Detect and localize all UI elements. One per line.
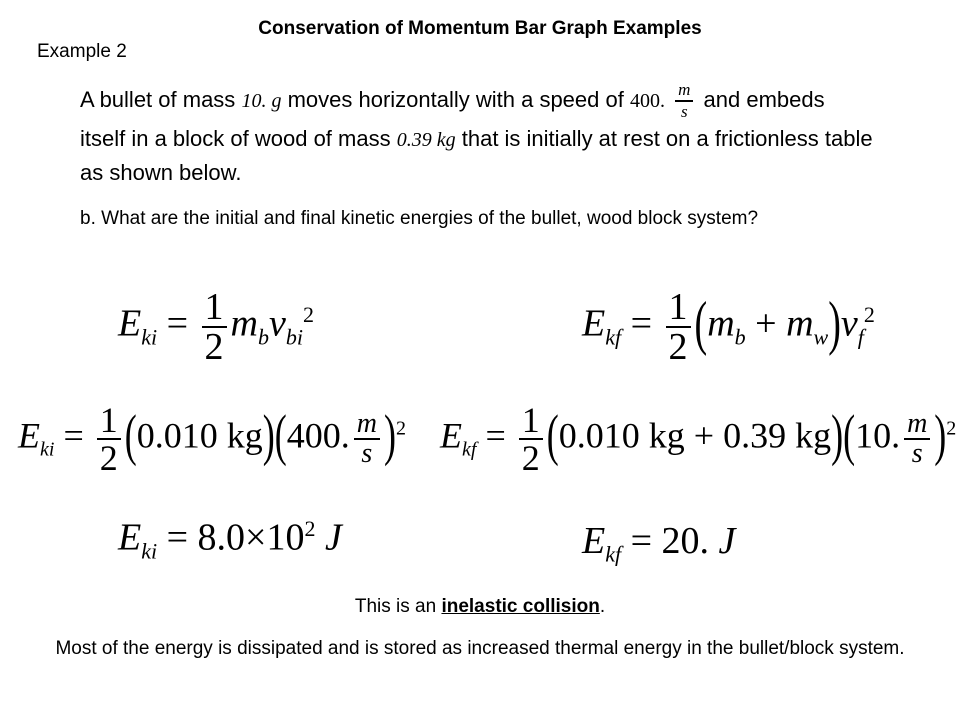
problem-text-1c: and embeds [703,86,825,112]
problem-text-1a: A bullet of mass [80,86,236,112]
problem-text-2b: that is initially at rest on a frictionless table [461,126,873,151]
half-fraction: $\frac{1}{2}$ [202,288,227,366]
half-fraction: $\frac{1}{2}$ [666,288,691,366]
question-text: What are the initial and final kinetic energies of the bullet, wood block system? [101,208,759,229]
conclusion-line-2: Most of the energy is dissipated and is stored as increased thermal energy in the bullet/block system. [55,638,905,659]
example-label: Example 2 [37,41,127,62]
slide-title: Conservation of Momentum Bar Graph Examples [258,18,702,39]
question [80,208,758,230]
question-label: b. [80,208,96,229]
wood-mass: 0.39 kg [396,129,456,151]
ekf-formula: $E_{kf}$ = $\frac{1}{2}$ $(m_b + m_w)v_f^2$ [582,286,875,368]
problem-line-3: as shown below. [80,160,242,185]
conclusion-line-1: This is an inelastic collision. [354,596,606,617]
problem-text-1b: moves horizontally with a speed of [287,86,624,112]
eki-substitution: $E_{ki}$ = $\frac{1}{2}$ (0.010 kg)(400. $\frac{m}{s}$ )$^2$ [18,400,406,478]
bullet-mass: 10. g [241,89,282,112]
ekf-substitution: $E_{kf}$ = $\frac{1}{2}$ (0.010 kg + 0.39 kg)(10. $\frac{m}{s}$ )$^2$ [440,400,957,478]
eki-result: $E_{ki} = 8.0\times 10^2$ J [118,516,342,564]
speed-unit: $\frac{m}{s}$ [675,80,693,122]
problem-text-2a: itself in a block of wood of mass [80,126,391,151]
eki-formula: $E_{ki}$ = $\frac{1}{2}$ $m_bv_{bi}^2$ [118,286,314,368]
problem-line-2 [80,126,873,152]
ekf-result: $E_{kf} = 20$. J [582,520,736,567]
inelastic-collision-emphasis: inelastic collision [441,596,600,617]
problem-line-1 [80,80,825,122]
bullet-speed: 400. [629,89,665,112]
